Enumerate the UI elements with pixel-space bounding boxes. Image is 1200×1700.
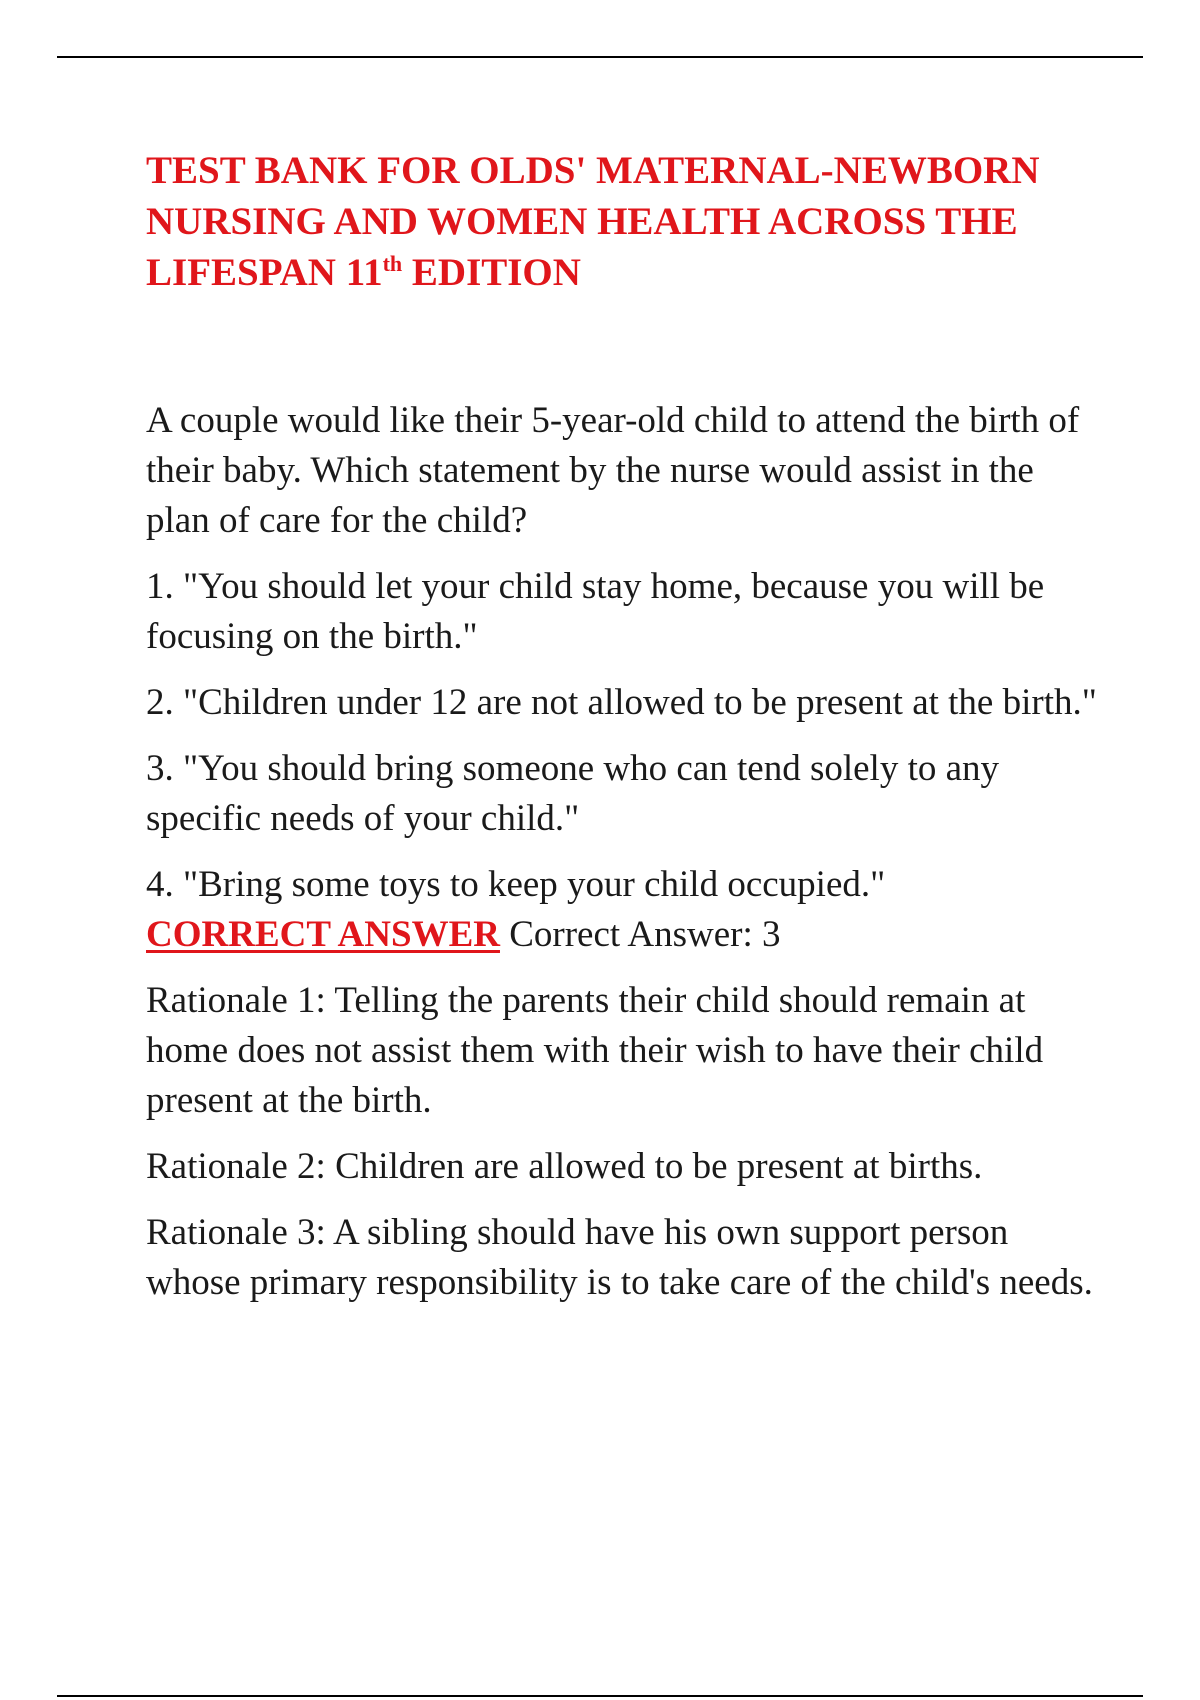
answer-line [146,910,1106,960]
correct-answer-tag: CORRECT ANSWER [146,914,500,955]
rationale-1: Rationale 1: Telling the parents their child should remain at home does not assist them with their wish to have their child present at the birth. [146,980,1044,1121]
document-title [146,145,1106,298]
title-line-3-suffix: EDITION [402,251,581,294]
top-rule [57,56,1143,58]
document-body [146,145,1106,1324]
title-line-3-prefix: LIFESPAN 11 [146,251,383,294]
option-3: 3. "You should bring someone who can tend solely to any specific needs of your child." [146,748,1000,839]
rationale-3: Rationale 3: A sibling should have his own support person whose primary responsibility is to take care of the child's needs. [146,1212,1093,1303]
title-line-2: NURSING AND WOMEN HEALTH ACROSS THE [146,200,1018,243]
bottom-rule [57,1695,1143,1697]
title-superscript: th [382,251,403,276]
correct-answer-text: Correct Answer: 3 [499,914,781,955]
rationale-2: Rationale 2: Children are allowed to be present at births. [146,1146,983,1187]
option-2: 2. "Children under 12 are not allowed to be present at the birth." [146,682,1097,723]
option-4: 4. "Bring some toys to keep your child occupied." [146,864,886,905]
question-text: A couple would like their 5-year-old child to attend the birth of their baby. Which statement by the nurse would assist in the plan of care for the child? [146,400,1080,541]
option-1: 1. "You should let your child stay home, because you will be focusing on the birth." [146,566,1045,657]
title-line-1: TEST BANK FOR OLDS' MATERNAL-NEWBORN [146,149,1040,192]
